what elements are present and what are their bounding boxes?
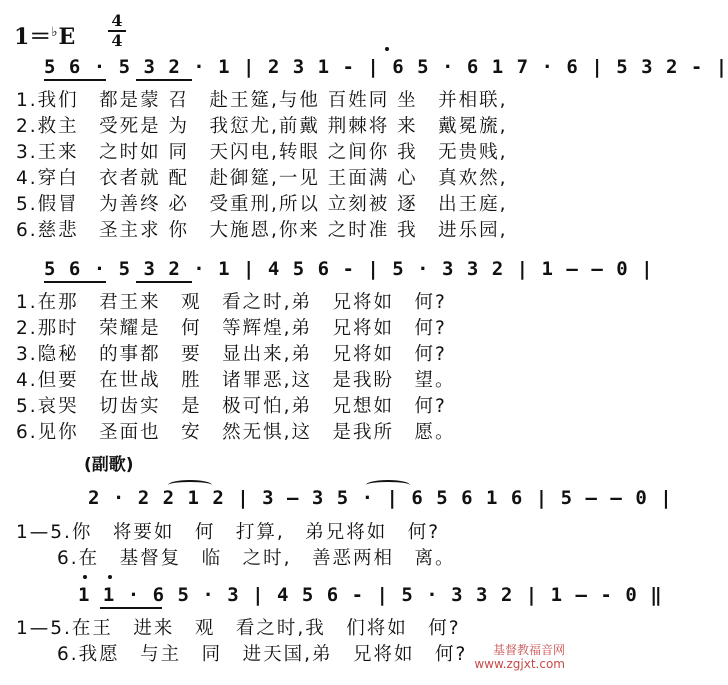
staff3-lyric-2: 6.在 基督复 临 之时, 善恶两相 离。	[16, 548, 456, 569]
staff2-lyric-5: 5.哀哭 切齿实 是 极可怕,弟 兄想如 何?	[16, 396, 447, 417]
chorus-label: (副歌)	[84, 455, 134, 475]
staff2-lyric-4: 4.但要 在世战 胜 诸罪恶,这 是我盼 望。	[16, 370, 456, 391]
staff3-slur	[168, 480, 212, 490]
staff1-lyric-5: 5.假冒 为善终 必 受重刑,所以 立刻被 逐 出王庭,	[16, 194, 508, 215]
staff1-underline	[44, 79, 106, 81]
staff2-underline	[136, 281, 192, 283]
staff1-underline	[136, 79, 192, 81]
watermark	[474, 643, 565, 671]
staff4-underline	[100, 607, 162, 609]
staff1-notes: 5 6 · 5 3 2 · 1 | 2 3 1 - | 6 5 · 6 1 7 · 6 | 5 3 2 - |	[44, 56, 728, 78]
staff4-lyric-2: 6.我愿 与主 同 进天国,弟 兄将如 何?	[16, 644, 468, 665]
staff2-lyric-6: 6.见你 圣面也 安 然无惧,这 是我所 愿。	[16, 422, 456, 443]
key-signature	[14, 20, 75, 51]
staff1-lyric-6: 6.慈悲 圣主求 你 大施恩,你来 之时准 我 进乐园,	[16, 220, 508, 241]
staff1-lyric-4: 4.穿白 衣者就 配 赴御筵,一见 王面满 心 真欢然,	[16, 168, 508, 189]
time-signature-bottom: 4	[111, 31, 123, 50]
time-signature-top: 4	[111, 11, 123, 30]
time-signature	[108, 12, 126, 50]
watermark-line-1: 基督教福音网	[492, 643, 565, 657]
key-note: E	[58, 24, 76, 50]
watermark-line-2: www.zgjxt.com	[474, 657, 565, 671]
staff1-lyric-1: 1.我们 都是蒙 召 赴王筵,与他 百姓同 坐 并相联,	[16, 90, 508, 111]
staff2-lyric-1: 1.在那 君王来 观 看之时,弟 兄将如 何?	[16, 292, 447, 313]
staff4-notes: 1 1 · 6 5 · 3 | 4 5 6 - | 5 · 3 3 2 | 1 — - 0 ‖	[78, 584, 663, 606]
staff4-octave-dot	[108, 575, 112, 579]
staff2-notes: 5 6 · 5 3 2 · 1 | 4 5 6 - | 5 · 3 3 2 | 1 — — 0 |	[44, 258, 654, 280]
staff1-lyric-3: 3.王来 之时如 同 天闪电,转眼 之间你 我 无贵贱,	[16, 142, 508, 163]
staff1-octave-dot	[385, 47, 389, 51]
staff1-lyric-2: 2.救主 受死是 为 我愆尤,前戴 荆棘将 来 戴冕旒,	[16, 116, 508, 137]
staff2-lyric-3: 3.隐秘 的事都 要 显出来,弟 兄将如 何?	[16, 344, 447, 365]
staff2-underline	[44, 281, 106, 283]
staff2-lyric-2: 2.那时 荣耀是 何 等辉煌,弟 兄将如 何?	[16, 318, 447, 339]
staff3-lyric-1: 1—5.你 将要如 何 打算, 弟兄将如 何?	[16, 522, 441, 543]
key-flat: ♭	[51, 24, 58, 40]
staff4-octave-dot	[83, 575, 87, 579]
staff3-notes: 2 · 2 2 1 2 | 3 — 3 5 · | 6 5 6 1 6 | 5 — — 0 |	[88, 487, 673, 509]
key-prefix: 1＝	[14, 24, 52, 50]
staff4-lyric-1: 1—5.在王 进来 观 看之时,我 们将如 何?	[16, 618, 461, 639]
staff3-slur	[366, 480, 410, 490]
